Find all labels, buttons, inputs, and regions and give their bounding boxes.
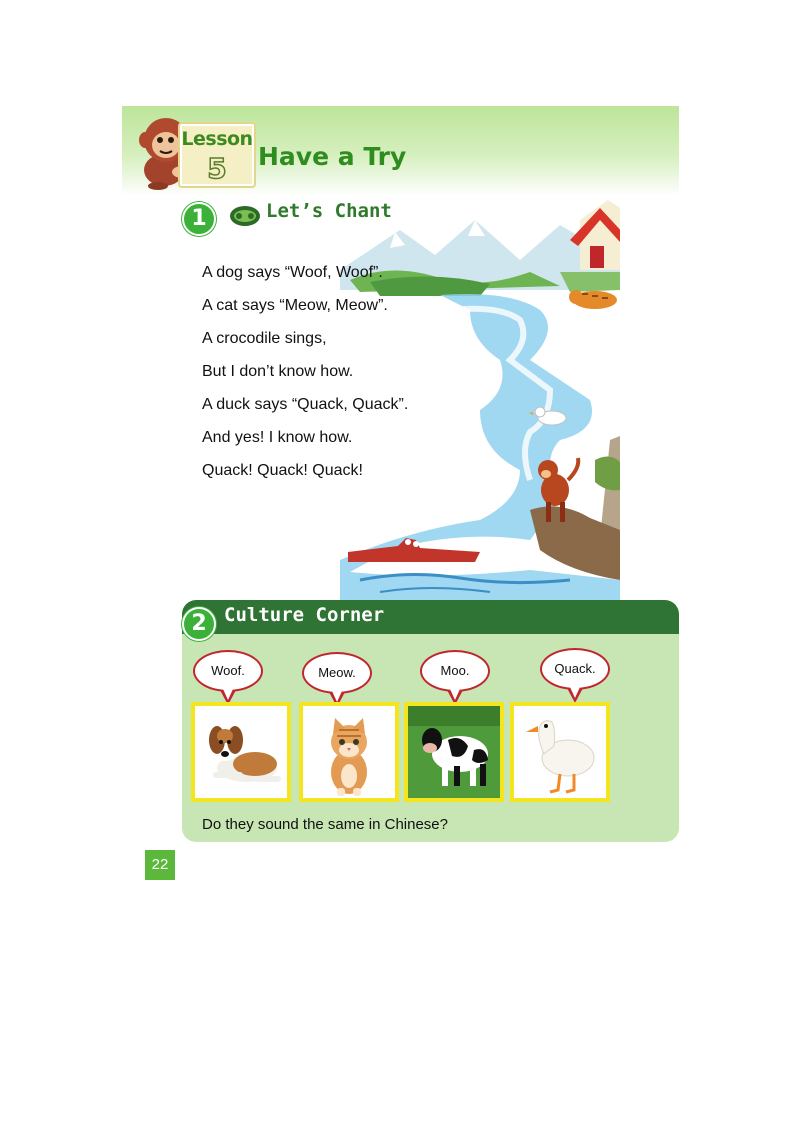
culture-corner-heading: Culture Corner: [224, 604, 385, 626]
chant-line: A crocodile sings,: [202, 330, 327, 347]
speech-bubble-duck: Quack.: [540, 648, 610, 690]
chant-text: [202, 256, 408, 487]
cat-photo: [299, 702, 399, 802]
dog-icon: [195, 706, 287, 798]
lesson-badge: [178, 122, 256, 188]
cow-icon: [408, 706, 500, 798]
chant-line: And yes! I know how.: [202, 429, 353, 446]
chant-line: A dog says “Woof, Woof”.: [202, 264, 383, 281]
lesson-number: 5: [207, 152, 227, 185]
cassette-tape-icon: [228, 203, 262, 229]
speech-bubble-cat: Meow.: [302, 652, 372, 694]
chant-heading: Let’s Chant: [266, 200, 392, 222]
section-1-number: 1: [182, 202, 216, 236]
culture-question: Do they sound the same in Chinese?: [202, 816, 448, 833]
cat-icon: [303, 706, 395, 798]
chant-line: A duck says “Quack, Quack”.: [202, 396, 409, 413]
chant-line: A cat says “Meow, Meow”.: [202, 297, 388, 314]
page-number: 22: [145, 850, 175, 880]
speech-bubble-cow: Moo.: [420, 650, 490, 692]
page-title: Have a Try: [258, 142, 407, 171]
duck-icon: [514, 706, 606, 798]
textbook-page: [122, 106, 679, 882]
chant-line: Quack! Quack! Quack!: [202, 462, 363, 479]
cow-photo: [404, 702, 504, 802]
lesson-label: Lesson: [181, 128, 253, 150]
dog-photo: [191, 702, 291, 802]
duck-photo: [510, 702, 610, 802]
chant-line: But I don’t know how.: [202, 363, 354, 380]
section-2-number: 2: [182, 607, 216, 641]
speech-bubble-dog: Woof.: [193, 650, 263, 692]
